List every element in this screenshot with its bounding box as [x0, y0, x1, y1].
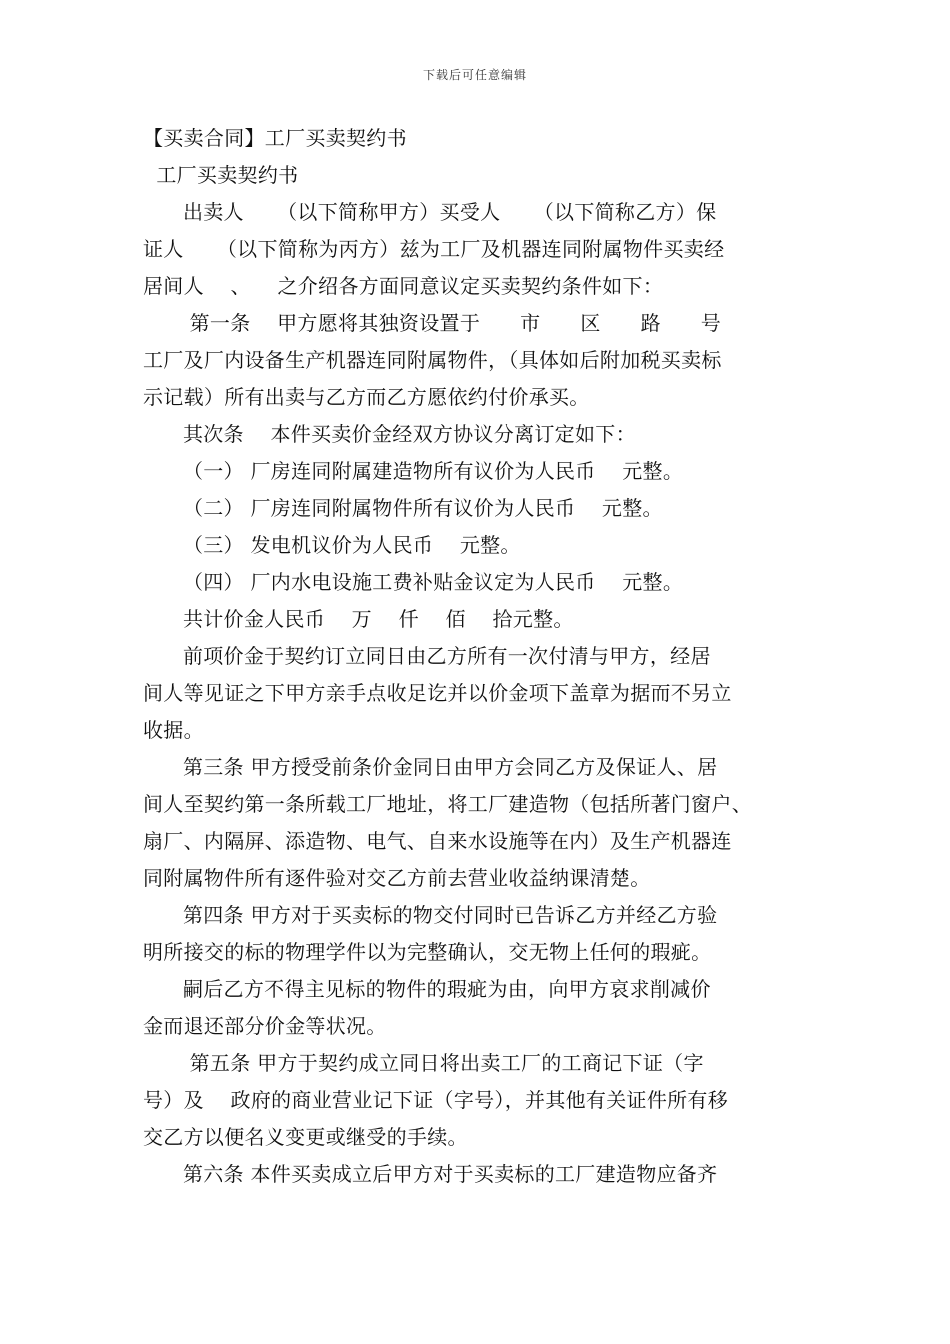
paragraph-line: 收据。: [143, 718, 204, 742]
paragraph-line: 共计价金人民币 万 仟 佰 拾元整。: [143, 607, 574, 631]
document-subtitle: 工厂买卖契约书: [143, 163, 299, 187]
paragraph-line: 前项价金于契约订立同日由乙方所有一次付清与甲方，经居: [143, 644, 711, 668]
paragraph-line: 明所接交的标的物理学件以为完整确认，交无物上任何的瑕疵。: [143, 940, 712, 964]
paragraph-line: 交乙方以便名义变更或继受的手续。: [143, 1125, 468, 1149]
paragraph-line: 第一条 甲方愿将其独资设置于 市 区 路 号: [143, 311, 722, 335]
paragraph-line: 第三条 甲方授受前条价金同日由甲方会同乙方及保证人、居: [143, 755, 718, 779]
paragraph-line: 同附属物件所有逐件验对交乙方前去营业收益纳课清楚。: [143, 866, 651, 890]
page-header-note: 下载后可任意编辑: [422, 68, 527, 82]
paragraph-line: 居间人 、 之介绍各方面同意议定买卖契约条件如下：: [143, 274, 664, 298]
paragraph-line: 第六条 本件买卖成立后甲方对于买卖标的工厂建造物应备齐: [143, 1162, 718, 1186]
paragraph-line: 间人等见证之下甲方亲手点收足讫并以价金项下盖章为据而不另立: [143, 681, 732, 705]
document-title: 【买卖合同】工厂买卖契约书: [143, 126, 407, 150]
paragraph-line: 示记载）所有出卖与乙方而乙方愿依约付价承买。: [143, 385, 590, 409]
paragraph-line: 第四条 甲方对于买卖标的物交付同时已告诉乙方并经乙方验: [143, 903, 718, 927]
paragraph-line: 金而退还部分价金等状况。: [143, 1014, 387, 1038]
paragraph-line: 号）及 政府的商业营业记下证（字号），并其他有关证件所有移: [143, 1088, 729, 1112]
document-body: [143, 120, 811, 1193]
paragraph-line: 其次条 本件买卖价金经双方协议分离订定如下：: [143, 422, 636, 446]
paragraph-line: 工厂及厂内设备生产机器连同附属物件，（具体如后附加税买卖标: [143, 348, 722, 372]
paragraph-line: 扇厂、内隔屏、添造物、电气、自来水设施等在内）及生产机器连: [143, 829, 732, 853]
paragraph-line: （三） 发电机议价为人民币 元整。: [143, 533, 521, 557]
paragraph-line: （四） 厂内水电设施工费补贴金议定为人民币 元整。: [143, 570, 684, 594]
paragraph-line: 证人 （以下简称为丙方）兹为工厂及机器连同附属物件买卖经: [143, 237, 725, 261]
paragraph-line: 嗣后乙方不得主见标的物件的瑕疵为由，向甲方哀求削减价: [143, 977, 711, 1001]
paragraph-line: 出卖人 （以下简称甲方）买受人 （以下简称乙方）保: [143, 200, 717, 224]
paragraph-line: 间人至契约第一条所载工厂地址，将工厂建造物（包括所著门窗户、: [143, 792, 752, 816]
paragraph-line: （一） 厂房连同附属建造物所有议价为人民币 元整。: [143, 459, 684, 483]
paragraph-line: （二） 厂房连同附属物件所有议价为人民币 元整。: [143, 496, 663, 520]
paragraph-line: 第五条 甲方于契约成立同日将出卖工厂的工商记下证（字: [143, 1051, 704, 1075]
